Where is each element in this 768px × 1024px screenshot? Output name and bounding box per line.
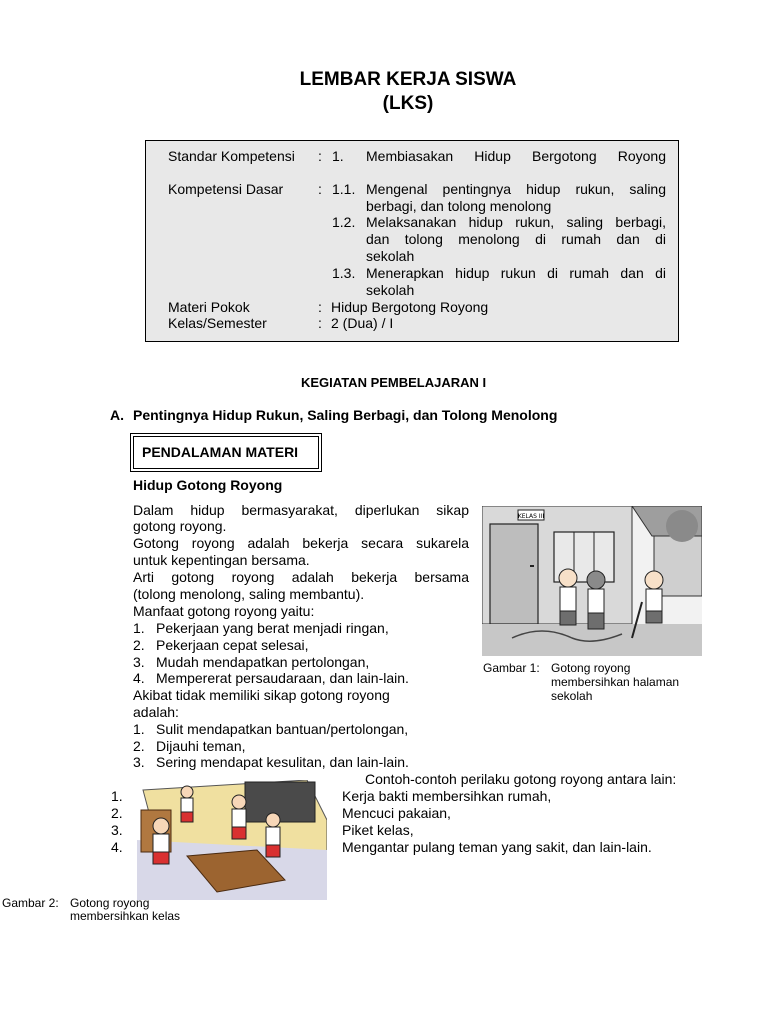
list-num: 3. (133, 754, 145, 770)
kd-colon: : (318, 181, 322, 197)
list-item: Pekerjaan yang berat menjadi ringan, (156, 620, 389, 636)
schoolyard-illustration (482, 506, 702, 656)
kd-item-num: 1.2. (332, 214, 356, 230)
page-title: LEMBAR KERJA SISWA (299, 69, 517, 90)
sk-text: Membiasakan Hidup Bergotong Royong (366, 148, 666, 164)
kegiatan-heading: KEGIATAN PEMBELAJARAN I (301, 375, 487, 390)
list-num: 3. (111, 822, 123, 838)
body-line: untuk kepentingan bersama. (133, 552, 310, 568)
kelas-label: Kelas/Semester (168, 315, 267, 331)
section-a-title: Pentingnya Hidup Rukun, Saling Berbagi, dan Tolong Menolong (133, 407, 558, 423)
list-item: Sering mendapat kesulitan, dan lain-lain. (156, 754, 409, 770)
list-num: 2. (133, 738, 145, 754)
kd-item-num: 1.1. (332, 181, 356, 197)
kd-item-line: sekolah (366, 248, 415, 264)
akibat-intro: adalah: (133, 704, 179, 720)
list-item: Mempererat persaudaraan, dan lain-lain. (156, 670, 409, 686)
sk-label: Standar Kompetensi (168, 148, 295, 164)
materi-label: Materi Pokok (168, 299, 250, 315)
materi-colon: : (318, 299, 322, 315)
manfaat-intro: Manfaat gotong royong yaitu: (133, 603, 315, 619)
figure2-caption: Gotong royong (70, 896, 150, 910)
body-line: gotong royong. (133, 518, 227, 534)
list-item: Dijauhi teman, (156, 738, 246, 754)
kd-item-line: berbagi, dan tolong menolong (366, 198, 552, 214)
list-num: 1. (133, 620, 145, 636)
figure1-caption: membersihkan halaman (551, 675, 680, 689)
list-item: Sulit mendapatkan bantuan/pertolongan, (156, 721, 409, 737)
kd-item-line: Melaksanakan hidup rukun, saling berbagi, (366, 214, 666, 230)
kd-item-line: Mengenal pentingnya hidup rukun, saling (366, 181, 666, 197)
page-subtitle: (LKS) (382, 93, 434, 114)
list-item: Mencuci pakaian, (342, 805, 451, 821)
list-item: Pekerjaan cepat selesai, (156, 637, 309, 653)
kd-label: Kompetensi Dasar (168, 181, 284, 197)
list-num: 3. (133, 654, 145, 670)
list-num: 2. (133, 637, 145, 653)
kd-item-line: dan tolong menolong di rumah dan di (366, 231, 666, 247)
kd-item-line: sekolah (366, 282, 415, 298)
body-line: (tolong menolong, saling membantu). (133, 586, 365, 602)
class-sign-text: KELAS III (517, 513, 545, 520)
figure1-caption: sekolah (551, 689, 593, 703)
subheading: Hidup Gotong Royong (133, 477, 283, 493)
sk-colon: : (318, 148, 322, 164)
materi-value: Hidup Bergotong Royong (331, 299, 489, 315)
figure1-label: Gambar 1: (483, 661, 540, 675)
list-item: Mengantar pulang teman yang sakit, dan lain-lain. (342, 839, 652, 855)
classroom-illustration (137, 780, 327, 900)
kelas-value: 2 (Dua) / I (331, 315, 394, 331)
body-line: Dalam hidup bermasyarakat, diperlukan sikap (133, 502, 469, 518)
list-num: 1. (133, 721, 145, 737)
kelas-colon: : (318, 315, 322, 331)
list-num: 4. (111, 839, 123, 855)
kd-item-num: 1.3. (332, 265, 356, 281)
body-line: Gotong royong adalah bekerja secara sukarela (133, 535, 469, 551)
akibat-intro: Akibat tidak memiliki sikap gotong royong (133, 687, 390, 703)
list-num: 2. (111, 805, 123, 821)
list-item: Piket kelas, (342, 822, 414, 838)
figure2-label: Gambar 2: (2, 896, 59, 910)
list-item: Mudah mendapatkan pertolongan, (156, 654, 370, 670)
figure2-caption: membersihkan kelas (70, 909, 181, 923)
list-num: 1. (111, 788, 123, 804)
list-item: Kerja bakti membersihkan rumah, (342, 788, 552, 804)
section-a-letter: A. (110, 407, 124, 423)
pendalaman-materi-box: PENDALAMAN MATERI (133, 436, 319, 469)
kd-item-line: Menerapkan hidup rukun di rumah dan di (366, 265, 666, 281)
sk-num: 1. (332, 148, 344, 164)
figure1-caption: Gotong royong (551, 661, 631, 675)
contoh-intro: Contoh-contoh perilaku gotong royong antara lain: (365, 771, 677, 787)
list-num: 4. (133, 670, 145, 686)
body-line: Arti gotong royong adalah bekerja bersama (133, 569, 469, 585)
